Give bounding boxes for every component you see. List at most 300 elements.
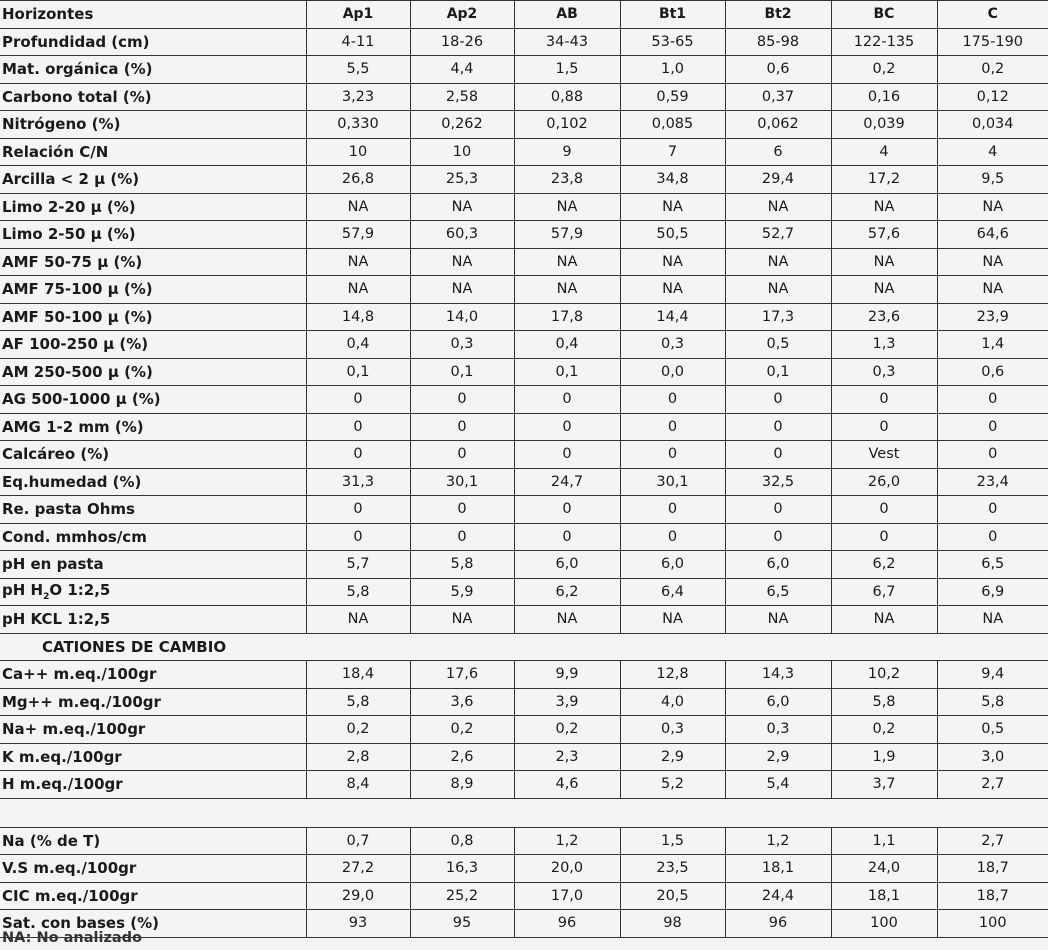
table-cell: 23,8 (514, 166, 620, 194)
table-cell: 5,8 (831, 688, 937, 716)
table-cell: 2,9 (620, 743, 725, 771)
table-cell: 14,4 (620, 303, 725, 331)
table-cell: 0 (410, 413, 514, 441)
table-cell: 52,7 (725, 221, 831, 249)
table-cell: 9,5 (937, 166, 1048, 194)
table-cell: 24,7 (514, 468, 620, 496)
table-cell: NA (514, 193, 620, 221)
table-cell: 0 (620, 386, 725, 414)
empty-cell (306, 798, 410, 827)
table-cell: 5,4 (725, 771, 831, 799)
table-row (0, 441, 1048, 469)
table-cell: 0,6 (937, 358, 1048, 386)
table-cell: 17,0 (514, 882, 620, 910)
table-cell: 14,8 (306, 303, 410, 331)
table-cell: 4,6 (514, 771, 620, 799)
table-cell: 18,7 (937, 882, 1048, 910)
table-cell: 0,59 (620, 83, 725, 111)
table-cell: 0 (306, 441, 410, 469)
table-cell: NA (620, 606, 725, 634)
table-cell: 6,9 (937, 578, 1048, 606)
empty-cell (831, 798, 937, 827)
table-cell: 31,3 (306, 468, 410, 496)
table-row (0, 303, 1048, 331)
column-header: Ap1 (306, 1, 410, 29)
table-cell: 24,4 (725, 882, 831, 910)
table-row (0, 111, 1048, 139)
table-cell: 6,0 (725, 688, 831, 716)
table-cell: 3,6 (410, 688, 514, 716)
row-label: K m.eq./100gr (0, 743, 306, 771)
table-cell: 0,2 (514, 716, 620, 744)
table-cell: NA (514, 276, 620, 304)
table-row (0, 28, 1048, 56)
row-label: Nitrógeno (%) (0, 111, 306, 139)
table-cell: 0 (937, 441, 1048, 469)
column-header: BC (831, 1, 937, 29)
table-cell: 4,0 (620, 688, 725, 716)
table-row (0, 248, 1048, 276)
table-cell: 2,6 (410, 743, 514, 771)
table-cell: 9,4 (937, 661, 1048, 689)
empty-cell (410, 633, 514, 661)
table-cell: 5,2 (620, 771, 725, 799)
table-cell: 0,1 (514, 358, 620, 386)
table-cell: 0,8 (410, 827, 514, 855)
table-cell: 0,5 (725, 331, 831, 359)
spacer-row (0, 798, 1048, 827)
table-cell: NA (725, 248, 831, 276)
table-cell: 6 (725, 138, 831, 166)
table-cell: 3,0 (937, 743, 1048, 771)
table-cell: 57,9 (514, 221, 620, 249)
table-cell: 10,2 (831, 661, 937, 689)
table-cell: NA (620, 276, 725, 304)
table-cell: 23,9 (937, 303, 1048, 331)
table-cell: 5,5 (306, 56, 410, 84)
table-cell: 0 (410, 386, 514, 414)
table-cell: 6,0 (514, 551, 620, 579)
table-cell: 1,5 (514, 56, 620, 84)
table-cell: 0,1 (410, 358, 514, 386)
table-cell: 8,9 (410, 771, 514, 799)
table-cell: 9 (514, 138, 620, 166)
table-cell: 0,5 (937, 716, 1048, 744)
row-label: Eq.humedad (%) (0, 468, 306, 496)
row-label: Limo 2-20 μ (%) (0, 193, 306, 221)
table-cell: 14,0 (410, 303, 514, 331)
table-cell: 0 (725, 386, 831, 414)
header-row (0, 1, 1048, 29)
table-cell: NA (831, 276, 937, 304)
table-row (0, 386, 1048, 414)
table-cell: 0,2 (831, 716, 937, 744)
table-row (0, 855, 1048, 883)
table-cell: 85-98 (725, 28, 831, 56)
table-cell: 0,4 (514, 331, 620, 359)
table-cell: 57,6 (831, 221, 937, 249)
row-label: AMF 50-75 μ (%) (0, 248, 306, 276)
row-label: Calcáreo (%) (0, 441, 306, 469)
table-cell: 17,2 (831, 166, 937, 194)
table-cell: 17,8 (514, 303, 620, 331)
empty-cell (937, 798, 1048, 827)
table-cell: 6,5 (725, 578, 831, 606)
table-cell: 96 (725, 910, 831, 938)
table-row (0, 910, 1048, 938)
table-cell: 0,3 (410, 331, 514, 359)
column-header: Bt1 (620, 1, 725, 29)
table-row (0, 83, 1048, 111)
column-header: Ap2 (410, 1, 514, 29)
empty-cell (0, 798, 306, 827)
table-cell: NA (306, 276, 410, 304)
row-label: pH en pasta (0, 551, 306, 579)
table-cell: 0,062 (725, 111, 831, 139)
table-cell: 16,3 (410, 855, 514, 883)
table-cell: 5,8 (306, 688, 410, 716)
table-cell: 0,16 (831, 83, 937, 111)
table-row (0, 523, 1048, 551)
empty-cell (831, 633, 937, 661)
table-cell: 0 (831, 496, 937, 524)
table-cell: 0,88 (514, 83, 620, 111)
table-cell: 1,2 (725, 827, 831, 855)
table-cell: NA (410, 276, 514, 304)
table-cell: 3,7 (831, 771, 937, 799)
table-row (0, 578, 1048, 606)
table-cell: 3,23 (306, 83, 410, 111)
table-cell: NA (306, 606, 410, 634)
table-cell: 0 (831, 413, 937, 441)
empty-cell (620, 633, 725, 661)
table-row (0, 661, 1048, 689)
table-cell: 30,1 (620, 468, 725, 496)
table-cell: 98 (620, 910, 725, 938)
footnote: NA: No analizado (2, 930, 143, 946)
row-label-part: O 1:2,5 (49, 581, 111, 600)
table-cell: NA (725, 276, 831, 304)
table-cell: 0,2 (937, 56, 1048, 84)
table-cell: 0,1 (306, 358, 410, 386)
row-label: AMG 1-2 mm (%) (0, 413, 306, 441)
table-cell: 6,5 (937, 551, 1048, 579)
table-cell: 4 (831, 138, 937, 166)
section-row (0, 633, 1048, 661)
table-cell: 23,6 (831, 303, 937, 331)
table-cell: NA (725, 193, 831, 221)
table-cell: 0 (306, 496, 410, 524)
table-cell: 2,9 (725, 743, 831, 771)
row-label: Mg++ m.eq./100gr (0, 688, 306, 716)
row-label: Profundidad (cm) (0, 28, 306, 56)
table-cell: 0,2 (306, 716, 410, 744)
empty-cell (620, 798, 725, 827)
table-row (0, 193, 1048, 221)
row-label: CIC m.eq./100gr (0, 882, 306, 910)
table-cell: 29,0 (306, 882, 410, 910)
table-cell: 20,0 (514, 855, 620, 883)
table-cell: 25,2 (410, 882, 514, 910)
table-cell: 29,4 (725, 166, 831, 194)
empty-cell (306, 633, 410, 661)
column-header: AB (514, 1, 620, 29)
row-label: Na (% de T) (0, 827, 306, 855)
table-cell: 0,0 (620, 358, 725, 386)
table-cell: 2,7 (937, 827, 1048, 855)
table-cell: 0,3 (725, 716, 831, 744)
column-header: Bt2 (725, 1, 831, 29)
table-cell: NA (937, 193, 1048, 221)
table-cell: NA (410, 606, 514, 634)
table-cell: 1,0 (620, 56, 725, 84)
table-row (0, 688, 1048, 716)
table-cell: 50,5 (620, 221, 725, 249)
table-cell: NA (620, 193, 725, 221)
table-cell: 1,5 (620, 827, 725, 855)
table-cell: 0 (620, 496, 725, 524)
table-row (0, 743, 1048, 771)
table-row (0, 771, 1048, 799)
table-cell: 0 (410, 496, 514, 524)
table-cell: 0,262 (410, 111, 514, 139)
table-cell: 5,8 (937, 688, 1048, 716)
column-header: C (937, 1, 1048, 29)
table-cell: 95 (410, 910, 514, 938)
table-cell: 23,4 (937, 468, 1048, 496)
table-cell: NA (410, 248, 514, 276)
table-cell: 0,2 (831, 56, 937, 84)
row-label: Carbono total (%) (0, 83, 306, 111)
table-cell: 14,3 (725, 661, 831, 689)
table-cell: 0,7 (306, 827, 410, 855)
table-cell: 0 (620, 413, 725, 441)
table-cell: 24,0 (831, 855, 937, 883)
row-label: Cond. mmhos/cm (0, 523, 306, 551)
empty-cell (410, 798, 514, 827)
table-cell: 12,8 (620, 661, 725, 689)
table-cell: 1,2 (514, 827, 620, 855)
table-cell: NA (831, 193, 937, 221)
table-cell: NA (937, 276, 1048, 304)
table-cell: 0 (831, 386, 937, 414)
table-cell: 64,6 (937, 221, 1048, 249)
table-cell: 6,0 (620, 551, 725, 579)
row-label: H m.eq./100gr (0, 771, 306, 799)
table-cell: 27,2 (306, 855, 410, 883)
table-cell: 0 (725, 441, 831, 469)
table-cell: 0,3 (620, 331, 725, 359)
row-label: Re. pasta Ohms (0, 496, 306, 524)
row-label: AF 100-250 μ (%) (0, 331, 306, 359)
table-cell: 17,6 (410, 661, 514, 689)
table-cell: 7 (620, 138, 725, 166)
row-label: Ca++ m.eq./100gr (0, 661, 306, 689)
table-row (0, 166, 1048, 194)
table-cell: 17,3 (725, 303, 831, 331)
table-row (0, 276, 1048, 304)
table-cell: 1,3 (831, 331, 937, 359)
table-cell: NA (306, 248, 410, 276)
table-cell: 0 (937, 386, 1048, 414)
table-cell: NA (514, 606, 620, 634)
table-cell: 4 (937, 138, 1048, 166)
table-cell: NA (937, 606, 1048, 634)
table-cell: 0,37 (725, 83, 831, 111)
table-cell: 6,0 (725, 551, 831, 579)
table-cell: 1,1 (831, 827, 937, 855)
table-cell: 20,5 (620, 882, 725, 910)
row-label: Sat. con bases (%) (0, 910, 306, 938)
table-cell: 32,5 (725, 468, 831, 496)
table-row (0, 138, 1048, 166)
empty-cell (937, 633, 1048, 661)
row-label: Limo 2-50 μ (%) (0, 221, 306, 249)
table-cell: 1,4 (937, 331, 1048, 359)
table-cell: 34,8 (620, 166, 725, 194)
table-cell: 10 (306, 138, 410, 166)
table-cell: 96 (514, 910, 620, 938)
table-cell: NA (937, 248, 1048, 276)
row-label: AMF 75-100 μ (%) (0, 276, 306, 304)
empty-cell (725, 633, 831, 661)
table-cell: 0 (725, 496, 831, 524)
row-label: AMF 50-100 μ (%) (0, 303, 306, 331)
row-label-part: pH H (2, 581, 44, 600)
row-label-subscript: 2 (43, 592, 50, 603)
table-cell: 4,4 (410, 56, 514, 84)
table-row (0, 606, 1048, 634)
table-cell: 0,330 (306, 111, 410, 139)
table-row (0, 496, 1048, 524)
table-row (0, 56, 1048, 84)
table-cell: 57,9 (306, 221, 410, 249)
table-cell: 0,1 (725, 358, 831, 386)
table-cell: 0,102 (514, 111, 620, 139)
table-cell: 2,8 (306, 743, 410, 771)
table-row (0, 716, 1048, 744)
table-cell: 0,3 (620, 716, 725, 744)
empty-cell (725, 798, 831, 827)
table-cell: 0,085 (620, 111, 725, 139)
table-cell: 34-43 (514, 28, 620, 56)
row-label (0, 578, 306, 606)
row-label: Mat. orgánica (%) (0, 56, 306, 84)
table-cell: 0,039 (831, 111, 937, 139)
table-cell: 0 (725, 523, 831, 551)
table-cell: NA (306, 193, 410, 221)
table-cell: 0,12 (937, 83, 1048, 111)
table-cell: 0 (831, 523, 937, 551)
table-cell: 0 (410, 523, 514, 551)
table-cell: 1,9 (831, 743, 937, 771)
table-cell: 0,6 (725, 56, 831, 84)
table-cell: 0 (937, 413, 1048, 441)
table-cell: 5,8 (306, 578, 410, 606)
table-cell: 93 (306, 910, 410, 938)
table-cell: 60,3 (410, 221, 514, 249)
table-row (0, 468, 1048, 496)
table-cell: 2,7 (937, 771, 1048, 799)
table-cell: 18,7 (937, 855, 1048, 883)
table-cell: NA (620, 248, 725, 276)
table-cell: 0 (620, 441, 725, 469)
table-cell: NA (725, 606, 831, 634)
table-cell: 5,7 (306, 551, 410, 579)
table-cell: 0,3 (831, 358, 937, 386)
table-cell: NA (831, 606, 937, 634)
table-cell: 8,4 (306, 771, 410, 799)
row-label: AM 250-500 μ (%) (0, 358, 306, 386)
table-body (0, 1, 1048, 938)
table-cell: 30,1 (410, 468, 514, 496)
table-cell: 100 (831, 910, 937, 938)
empty-cell (514, 798, 620, 827)
row-label: pH KCL 1:2,5 (0, 606, 306, 634)
table-cell: 0 (937, 523, 1048, 551)
table-cell: 0 (306, 386, 410, 414)
table-cell: 0,2 (410, 716, 514, 744)
table-cell: NA (410, 193, 514, 221)
table-cell: 0 (410, 441, 514, 469)
table-cell: 0,4 (306, 331, 410, 359)
table-cell: 2,58 (410, 83, 514, 111)
table-cell: 25,3 (410, 166, 514, 194)
table-cell: 0 (514, 441, 620, 469)
table-cell: 0 (937, 496, 1048, 524)
table-row (0, 551, 1048, 579)
table-cell: 5,9 (410, 578, 514, 606)
header-label: Horizontes (0, 1, 306, 29)
table-cell: Vest (831, 441, 937, 469)
table-row (0, 221, 1048, 249)
empty-cell (514, 633, 620, 661)
table-cell: 18,1 (725, 855, 831, 883)
table-cell: 23,5 (620, 855, 725, 883)
table-row (0, 413, 1048, 441)
table-cell: 0 (306, 413, 410, 441)
table-cell: 6,7 (831, 578, 937, 606)
table-cell: 3,9 (514, 688, 620, 716)
row-label: Na+ m.eq./100gr (0, 716, 306, 744)
table-cell: 0 (725, 413, 831, 441)
table-cell: 6,4 (620, 578, 725, 606)
table-cell: 100 (937, 910, 1048, 938)
table-row (0, 358, 1048, 386)
table-cell: 4-11 (306, 28, 410, 56)
table-cell: NA (831, 248, 937, 276)
table-row (0, 331, 1048, 359)
row-label: V.S m.eq./100gr (0, 855, 306, 883)
table-cell: 26,0 (831, 468, 937, 496)
row-label: Arcilla < 2 μ (%) (0, 166, 306, 194)
table-cell: 26,8 (306, 166, 410, 194)
table-cell: 0,034 (937, 111, 1048, 139)
row-label: Relación C/N (0, 138, 306, 166)
table-cell: 53-65 (620, 28, 725, 56)
table-cell: 0 (514, 413, 620, 441)
table-cell: 0 (514, 523, 620, 551)
table-cell: NA (514, 248, 620, 276)
table-cell: 9,9 (514, 661, 620, 689)
table-cell: 18,4 (306, 661, 410, 689)
table-cell: 0 (306, 523, 410, 551)
table-cell: 6,2 (514, 578, 620, 606)
table-cell: 18-26 (410, 28, 514, 56)
section-title: CATIONES DE CAMBIO (0, 633, 306, 661)
table-row (0, 827, 1048, 855)
table-cell: 6,2 (831, 551, 937, 579)
